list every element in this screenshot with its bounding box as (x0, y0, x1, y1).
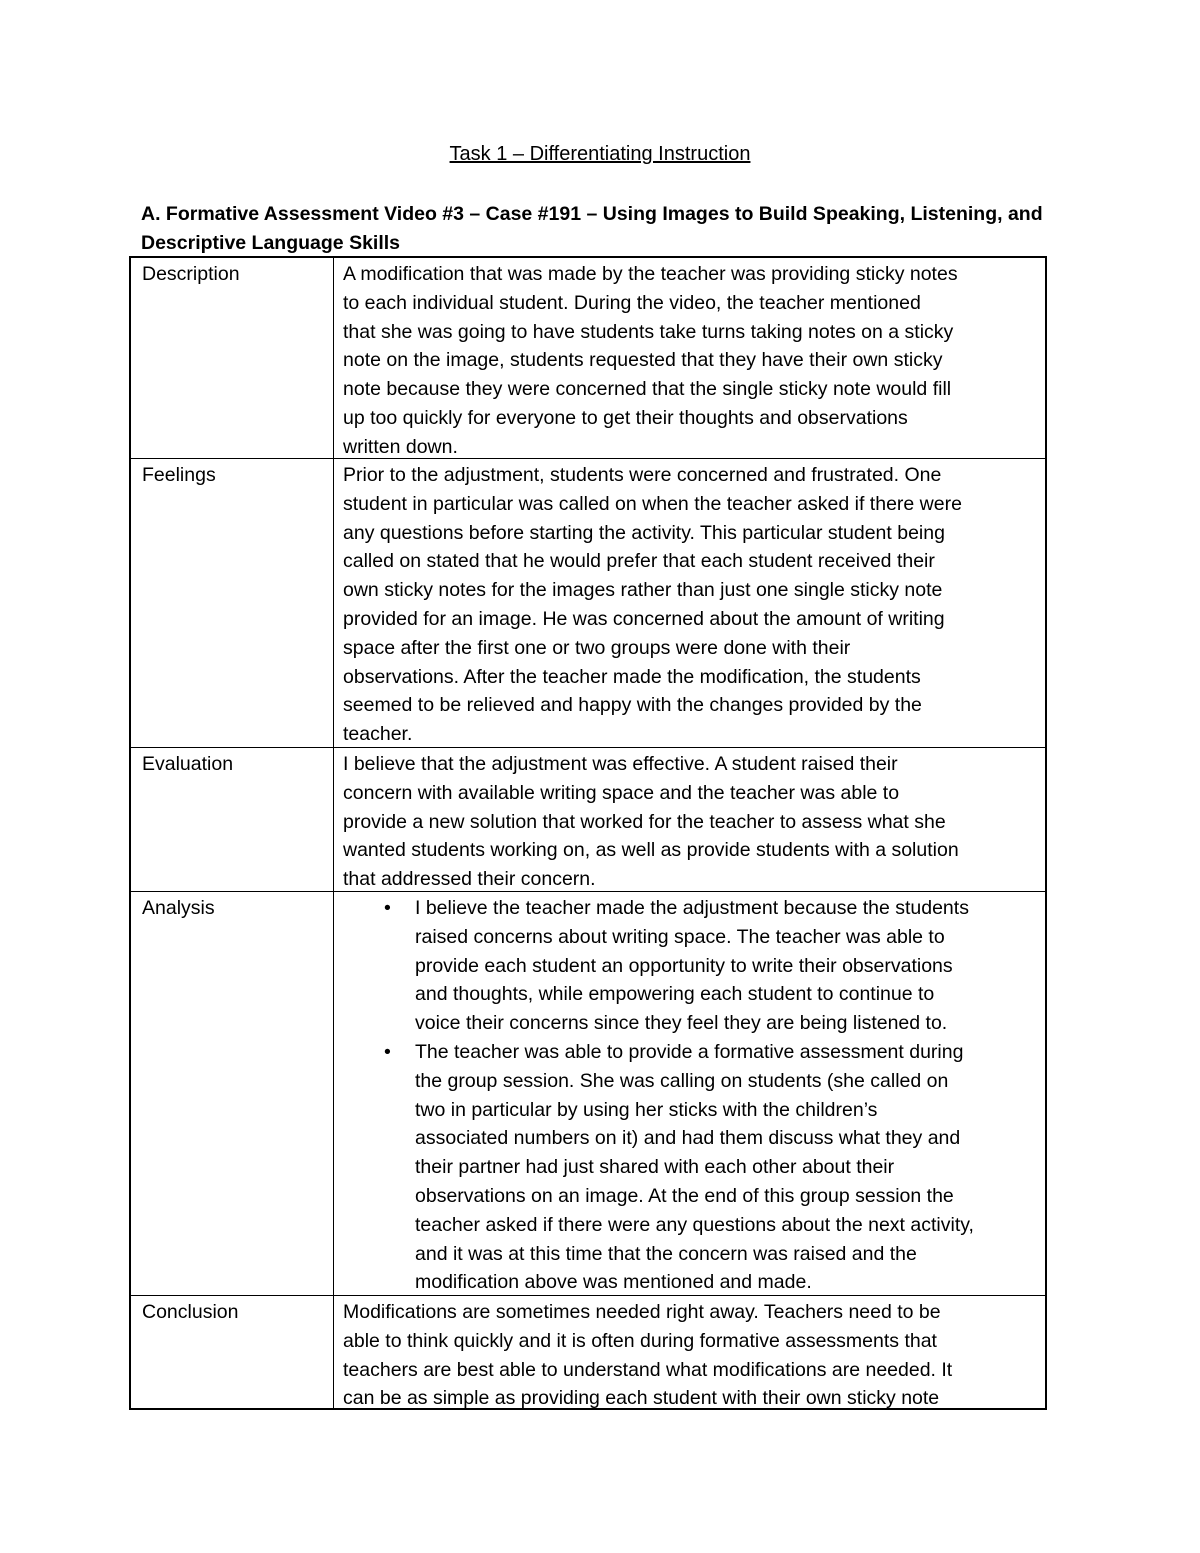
table-row-feelings (131, 459, 1045, 748)
text-line: written down. (343, 435, 458, 458)
text-line: student in particular was called on when the teacher asked if there were (343, 492, 962, 515)
text-line: teachers are best able to understand what modifications are needed. It (343, 1358, 953, 1381)
text-line: modification above was mentioned and made. (415, 1271, 812, 1294)
text-line: any questions before starting the activity. This particular student being (343, 521, 945, 544)
text-line: concern with available writing space and the teacher was able to (343, 781, 900, 804)
text-line: voice their concerns since they feel they are being listened to. (415, 1012, 948, 1035)
text-line: can be as simple as providing each student with their own sticky note (343, 1387, 940, 1410)
row-content (343, 750, 959, 894)
text-line: A modification that was made by the teacher was providing sticky notes (343, 263, 958, 285)
row-label: Conclusion (142, 1301, 239, 1323)
column-divider (333, 459, 334, 747)
text-line: associated numbers on it) and had them discuss what they and (415, 1127, 961, 1150)
heading-line: A. Formative Assessment Video #3 – Case #191 – Using Images to Build Speaking, Listening, and (141, 203, 1043, 225)
text-line: teacher. (343, 723, 413, 746)
document-title: Task 1 – Differentiating Instruction (449, 143, 751, 165)
row-content (343, 1298, 952, 1413)
text-line: observations. After the teacher made the modification, the students (343, 665, 921, 688)
text-line: note on the image, students requested that they have their own sticky (343, 349, 943, 372)
column-divider (333, 1296, 334, 1408)
row-label: Analysis (142, 897, 215, 919)
text-line: their partner had just shared with each other about their (415, 1156, 895, 1179)
text-line: Prior to the adjustment, students were concerned and frustrated. One (343, 464, 942, 486)
table-row-evaluation (131, 748, 1045, 892)
text-line: provide a new solution that worked for the teacher to assess what she (343, 810, 946, 833)
text-line: own sticky notes for the images rather than just one single sticky note (343, 579, 943, 602)
row-label: Description (142, 263, 240, 285)
text-line: up too quickly for everyone to get their thoughts and observations (343, 406, 908, 429)
heading-line: Descriptive Language Skills (141, 231, 401, 254)
text-line: seemed to be relieved and happy with the changes provided by the (343, 694, 922, 717)
text-line: I believe that the adjustment was effective. A student raised their (343, 753, 898, 775)
text-line: teacher asked if there were any questions about the next activity, (415, 1213, 974, 1236)
text-line: Modifications are sometimes needed right away. Teachers need to be (343, 1301, 941, 1323)
text-line: space after the first one or two groups were done with their (343, 636, 851, 659)
row-content (343, 461, 962, 749)
text-line: note because they were concerned that the single sticky note would fill (343, 378, 952, 401)
text-line: I believe the teacher made the adjustment because the students (415, 897, 969, 919)
text-line: called on stated that he would prefer that each student received their (343, 550, 935, 573)
text-line: provide each student an opportunity to write their observations (415, 954, 953, 977)
bullet-item (343, 894, 974, 1038)
column-divider (333, 892, 334, 1295)
table-row-analysis (131, 892, 1045, 1296)
row-content (343, 894, 974, 1297)
text-line: provided for an image. He was concerned about the amount of writing (343, 607, 945, 630)
text-line: to each individual student. During the video, the teacher mentioned (343, 291, 921, 314)
text-line: that she was going to have students take turns taking notes on a sticky (343, 320, 954, 343)
row-label: Feelings (142, 464, 216, 486)
text-line: two in particular by using her sticks with the children’s (415, 1098, 878, 1121)
row-content (343, 260, 958, 462)
text-line: and it was at this time that the concern was raised and the (415, 1242, 917, 1265)
text-line: that addressed their concern. (343, 868, 596, 891)
bullet-icon: • (384, 897, 391, 919)
analysis-table (129, 256, 1047, 1410)
column-divider (333, 748, 334, 891)
text-line: raised concerns about writing space. The teacher was able to (415, 925, 945, 948)
column-divider (333, 258, 334, 458)
text-line: The teacher was able to provide a formative assessment during (415, 1040, 964, 1063)
bullet-item (343, 1038, 974, 1297)
table-row-description (131, 258, 1045, 459)
text-line: able to think quickly and it is often during formative assessments that (343, 1329, 937, 1352)
text-line: observations on an image. At the end of this group session the (415, 1184, 954, 1207)
text-line: wanted students working on, as well as provide students with a solution (343, 839, 959, 862)
row-label: Evaluation (142, 753, 234, 775)
section-heading (141, 200, 1101, 257)
text-line: and thoughts, while empowering each student to continue to (415, 983, 935, 1006)
bullet-icon: • (384, 1040, 391, 1063)
table-row-conclusion (131, 1296, 1045, 1408)
text-line: the group session. She was calling on students (she called on (415, 1069, 949, 1092)
